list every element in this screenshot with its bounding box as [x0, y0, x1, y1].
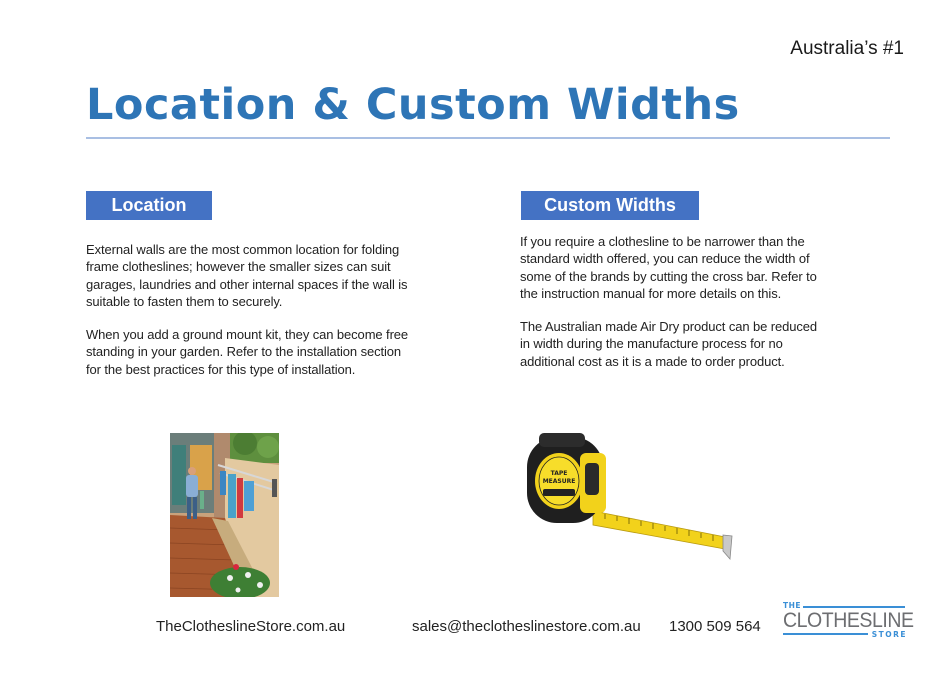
custom-widths-paragraph-1: If you require a clothesline to be narrower than the standard width offered, you can reduce the width of some of the brands by cutting the cross bar. Refer to the instruction manual for more details on this.: [520, 234, 817, 301]
location-paragraph-2: When you add a ground mount kit, they can become free standing in your garden. Refer to the installation section for the best practices for this type of installation.: [86, 327, 409, 377]
clothesline-store-logo: [783, 601, 914, 641]
svg-text:MEASURE: MEASURE: [542, 478, 576, 485]
email-link[interactable]: sales@theclotheslinestore.com.au: [412, 618, 641, 635]
tape-measure-icon: [525, 433, 737, 563]
title-divider: [86, 137, 890, 139]
tape-measure-image: [525, 433, 737, 563]
logo-the: THE: [783, 601, 802, 610]
location-heading: Location: [86, 191, 212, 220]
website-link[interactable]: TheClotheslineStore.com.au: [156, 618, 346, 635]
custom-widths-heading: Custom Widths: [521, 191, 699, 220]
custom-widths-paragraph-2: The Australian made Air Dry product can be reduced in width during the manufacture process for no additional cost as it is a made to order product.: [520, 319, 818, 369]
phone-number: 1300 509 564: [669, 618, 761, 635]
clothesline-photo: [170, 433, 279, 597]
tagline: Australia’s #1: [790, 38, 904, 59]
location-paragraph-1: External walls are the most common location for folding frame clotheslines; however the smaller sizes can suit garages, laundries and other internal spaces if the wall is suitable to fasten them to securely.: [86, 242, 408, 309]
logo-rule-bottom: [783, 633, 868, 635]
clothesline-photo-illustration: [170, 433, 279, 597]
logo-rule-top: [803, 606, 905, 608]
page-title: Location & Custom Widths: [86, 80, 740, 130]
logo-wordmark: CLOTHESLINE: [783, 609, 914, 632]
logo-store: STORE: [871, 630, 907, 639]
svg-text:TAPE: TAPE: [550, 470, 568, 477]
